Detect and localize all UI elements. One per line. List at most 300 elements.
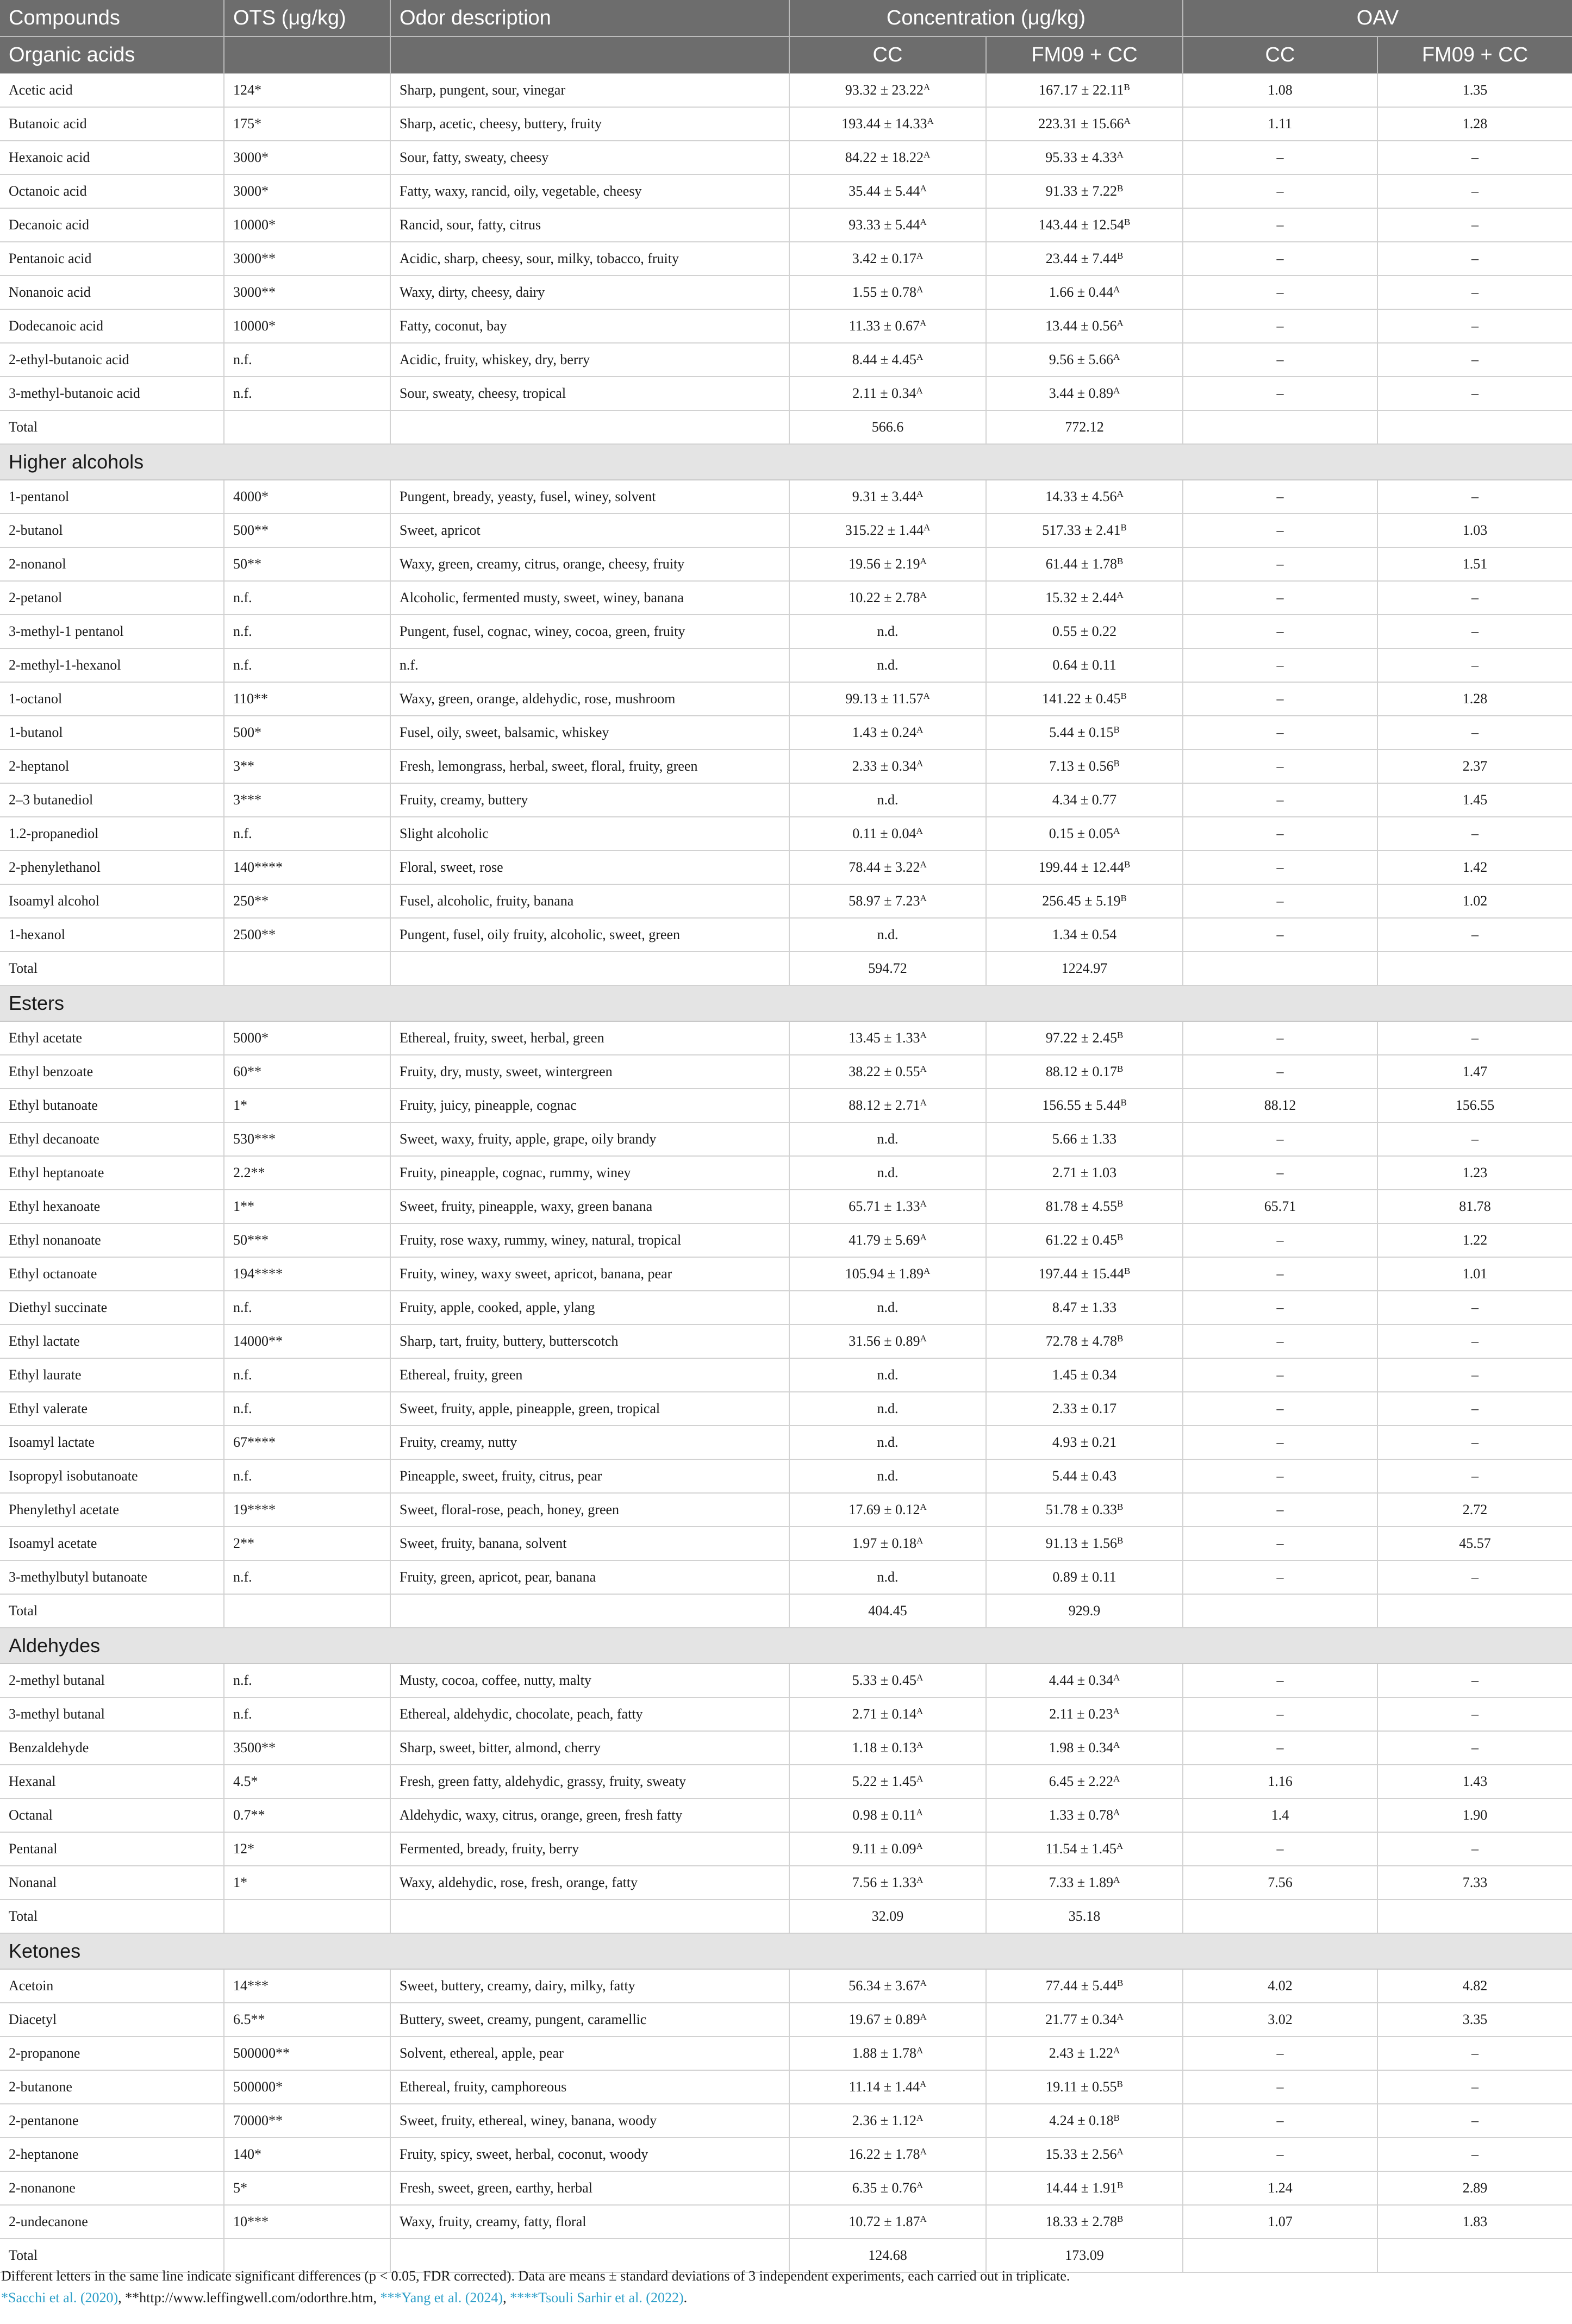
section-title: Esters (0, 985, 1572, 1021)
oav-cc: – (1183, 208, 1377, 242)
compound-name: 2-heptanol (0, 749, 224, 783)
conc-cc-letter: A (924, 149, 931, 160)
footnote-ref-yang[interactable]: ***Yang et al. (2024) (380, 2290, 503, 2306)
table-row (0, 1765, 1572, 1798)
conc-fm-letter: B (1124, 82, 1130, 92)
oav-fm: 2.37 (1377, 749, 1572, 783)
compound-name: 3-methyl butanal (0, 1697, 224, 1731)
oav-fm: 4.82 (1377, 1969, 1572, 2003)
compound-name: 2-petanol (0, 581, 224, 615)
header-odor: Odor description (390, 0, 789, 36)
oav-cc: – (1183, 2070, 1377, 2104)
conc-fm (986, 377, 1183, 410)
conc-cc-letter: A (916, 385, 923, 396)
conc-fm-value: 0.15 ± 0.05 (1049, 826, 1113, 841)
oav-fm: – (1377, 276, 1572, 309)
compound-name: Ethyl nonanoate (0, 1223, 224, 1257)
conc-fm-letter: B (1116, 1333, 1124, 1344)
conc-cc-letter: A (920, 1064, 927, 1074)
conc-fm-letter: B (1120, 691, 1127, 701)
conc-cc (789, 918, 986, 952)
conc-cc-value: n.d. (877, 1401, 899, 1416)
conc-cc-value: 2.36 ± 1.12 (852, 2113, 916, 2128)
conc-fm-value: 95.33 ± 4.33 (1045, 149, 1117, 165)
conc-cc-value: 3.42 ± 0.17 (852, 251, 916, 266)
conc-fm (986, 1021, 1183, 1055)
conc-cc (789, 1392, 986, 1426)
odor-description: Ethereal, fruity, camphoreous (390, 2070, 789, 2104)
conc-cc-value: 10.22 ± 2.78 (849, 590, 920, 605)
conc-cc-letter: A (920, 217, 927, 227)
oav-fm: 45.57 (1377, 1527, 1572, 1560)
conc-fm-letter: B (1116, 2079, 1123, 2089)
ots-value: n.f. (224, 1392, 390, 1426)
odor-description: Fruity, juicy, pineapple, cognac (390, 1089, 789, 1122)
conc-cc-letter: A (916, 1841, 923, 1851)
conc-fm-letter: A (1113, 1807, 1120, 1817)
table-row (0, 817, 1572, 851)
oav-fm (1377, 1900, 1572, 1933)
table-row (0, 514, 1572, 547)
conc-fm (986, 851, 1183, 884)
oav-cc: – (1183, 884, 1377, 918)
conc-fm-letter: A (1113, 1706, 1120, 1716)
compound-name: Diethyl succinate (0, 1291, 224, 1325)
odor-description: Sweet, floral-rose, peach, honey, green (390, 1493, 789, 1527)
conc-fm (986, 1291, 1183, 1325)
oav-cc: – (1183, 1325, 1377, 1358)
oav-cc: – (1183, 1426, 1377, 1459)
oav-fm: – (1377, 1832, 1572, 1866)
conc-cc (789, 1866, 986, 1900)
ots-value: 50*** (224, 1223, 390, 1257)
conc-fm-value: 15.32 ± 2.44 (1045, 590, 1117, 605)
compound-name: 1-hexanol (0, 918, 224, 952)
conc-cc-letter: A (916, 284, 924, 295)
conc-cc-value: 84.22 ± 18.22 (845, 149, 924, 165)
table-row (0, 1459, 1572, 1493)
odor-description: Ethereal, fruity, green (390, 1358, 789, 1392)
table-row (0, 1798, 1572, 1832)
conc-cc-value: 93.32 ± 23.22 (845, 82, 924, 98)
conc-cc (789, 547, 986, 581)
conc-fm-letter: B (1113, 2113, 1120, 2123)
oav-fm: 1.28 (1377, 682, 1572, 716)
compound-name: 2–3 butanediol (0, 783, 224, 817)
ots-value: n.f. (224, 343, 390, 377)
oav-cc: – (1183, 716, 1377, 749)
conc-fm-letter: B (1116, 1064, 1124, 1074)
conc-cc-letter: A (916, 1773, 924, 1784)
conc-cc-value: 404.45 (868, 1603, 907, 1619)
conc-fm-value: 91.13 ± 1.56 (1045, 1535, 1117, 1551)
odor-description: Fresh, green fatty, aldehydic, grassy, fruity, sweaty (390, 1765, 789, 1798)
conc-cc (789, 1291, 986, 1325)
conc-fm (986, 581, 1183, 615)
ots-value: 500* (224, 716, 390, 749)
conc-fm-value: 15.33 ± 2.56 (1045, 2146, 1117, 2162)
conc-cc-value: n.d. (877, 1569, 899, 1585)
odor-description: Pungent, fusel, oily fruity, alcoholic, sweet, green (390, 918, 789, 952)
oav-cc: – (1183, 648, 1377, 682)
compound-name: Total (0, 410, 224, 444)
conc-fm (986, 514, 1183, 547)
conc-fm-value: 35.18 (1068, 1908, 1101, 1924)
conc-fm-letter: A (1116, 489, 1124, 499)
ots-value: n.f. (224, 1560, 390, 1594)
conc-cc-letter: A (916, 826, 923, 836)
oav-fm: – (1377, 174, 1572, 208)
conc-cc-value: 8.44 ± 4.45 (852, 352, 916, 367)
header-oav-cc: CC (1183, 36, 1377, 73)
odor-description: Acidic, sharp, cheesy, sour, milky, tobacco, fruity (390, 242, 789, 276)
conc-fm (986, 208, 1183, 242)
conc-fm-value: 223.31 ± 15.66 (1038, 116, 1124, 132)
oav-cc: 3.02 (1183, 2003, 1377, 2036)
conc-fm-letter: B (1116, 1535, 1124, 1546)
conc-cc-value: 88.12 ± 2.71 (849, 1097, 920, 1113)
conc-cc-letter: A (916, 1807, 923, 1817)
section-row (0, 985, 1572, 1021)
oav-fm: – (1377, 309, 1572, 343)
compound-name: Isopropyl isobutanoate (0, 1459, 224, 1493)
oav-fm: – (1377, 1122, 1572, 1156)
oav-fm: 1.03 (1377, 514, 1572, 547)
conc-fm-value: 517.33 ± 2.41 (1042, 522, 1121, 538)
conc-fm-value: 143.44 ± 12.54 (1038, 217, 1124, 233)
section-row (0, 1933, 1572, 1969)
conc-cc-value: n.d. (877, 1367, 899, 1383)
conc-cc-value: 58.97 ± 7.23 (849, 893, 920, 909)
conc-cc (789, 1832, 986, 1866)
odor-description: Musty, cocoa, coffee, nutty, malty (390, 1664, 789, 1697)
table-row (0, 1325, 1572, 1358)
conc-fm (986, 1765, 1183, 1798)
conc-fm-value: 91.33 ± 7.22 (1045, 183, 1117, 199)
compound-name: 3-methyl-1 pentanol (0, 615, 224, 648)
conc-fm-letter: B (1120, 522, 1127, 533)
ots-value: 1* (224, 1089, 390, 1122)
oav-fm: 1.02 (1377, 884, 1572, 918)
conc-cc-value: 0.11 ± 0.04 (852, 826, 916, 841)
oav-cc: – (1183, 581, 1377, 615)
odor-description: Fatty, waxy, rancid, oily, vegetable, cheesy (390, 174, 789, 208)
conc-cc-value: 105.94 ± 1.89 (845, 1266, 924, 1282)
oav-cc: – (1183, 242, 1377, 276)
conc-cc-value: 2.11 ± 0.34 (852, 385, 916, 401)
conc-fm (986, 1257, 1183, 1291)
conc-fm (986, 141, 1183, 174)
conc-fm-letter: A (1116, 590, 1124, 600)
conc-cc (789, 1426, 986, 1459)
oav-fm: 3.35 (1377, 2003, 1572, 2036)
ots-value: 2.2** (224, 1156, 390, 1190)
ots-value: n.f. (224, 817, 390, 851)
conc-fm-value: 5.44 ± 0.15 (1049, 724, 1114, 740)
oav-cc: – (1183, 1021, 1377, 1055)
conc-cc (789, 2104, 986, 2138)
conc-cc-value: 1.88 ± 1.78 (852, 2045, 916, 2061)
ots-value: n.f. (224, 377, 390, 410)
table-row (0, 343, 1572, 377)
ots-value: 250** (224, 884, 390, 918)
odor-description: Sweet, fruity, apple, pineapple, green, tropical (390, 1392, 789, 1426)
conc-fm (986, 107, 1183, 141)
conc-fm (986, 2138, 1183, 2171)
ots-value: 67**** (224, 1426, 390, 1459)
oav-fm: – (1377, 1358, 1572, 1392)
conc-fm-letter: B (1116, 183, 1124, 193)
ots-value: n.f. (224, 1358, 390, 1392)
ots-value (224, 410, 390, 444)
oav-cc: – (1183, 1122, 1377, 1156)
conc-cc (789, 2138, 986, 2171)
oav-cc: – (1183, 1358, 1377, 1392)
conc-fm (986, 1122, 1183, 1156)
conc-fm-value: 1.98 ± 0.34 (1049, 1740, 1113, 1756)
conc-fm-letter: A (1113, 284, 1120, 295)
oav-cc: 1.16 (1183, 1765, 1377, 1798)
odor-description: Pineapple, sweet, fruity, citrus, pear (390, 1459, 789, 1493)
conc-fm-value: 7.13 ± 0.56 (1049, 758, 1114, 774)
table-row (0, 1493, 1572, 1527)
conc-fm-letter: B (1124, 859, 1131, 870)
table-row (0, 851, 1572, 884)
odor-description: Sour, sweaty, cheesy, tropical (390, 377, 789, 410)
oav-cc (1183, 1594, 1377, 1628)
conc-fm (986, 1426, 1183, 1459)
compound-name: Ethyl lactate (0, 1325, 224, 1358)
oav-cc: 1.08 (1183, 73, 1377, 107)
table-footnote (0, 2265, 1572, 2309)
conc-cc-value: 0.98 ± 0.11 (852, 1807, 916, 1823)
conc-fm (986, 1055, 1183, 1089)
oav-cc: – (1183, 918, 1377, 952)
oav-cc: – (1183, 1731, 1377, 1765)
table-row (0, 682, 1572, 716)
conc-cc-value: n.d. (877, 1300, 899, 1315)
oav-cc: – (1183, 1055, 1377, 1089)
oav-fm: 2.72 (1377, 1493, 1572, 1527)
conc-fm (986, 1731, 1183, 1765)
conc-fm (986, 817, 1183, 851)
ots-value (224, 952, 390, 985)
odor-description: Solvent, ethereal, apple, pear (390, 2036, 789, 2070)
oav-fm: – (1377, 581, 1572, 615)
odor-description (390, 952, 789, 985)
conc-fm (986, 2036, 1183, 2070)
ots-value: n.f. (224, 581, 390, 615)
table-row (0, 1190, 1572, 1223)
oav-cc: – (1183, 174, 1377, 208)
compound-name: Isoamyl acetate (0, 1527, 224, 1560)
conc-cc (789, 141, 986, 174)
footnote-ref-sacchi[interactable]: *Sacchi et al. (2020) (1, 2290, 118, 2306)
conc-cc-value: 10.72 ± 1.87 (849, 2214, 920, 2229)
compound-name: Acetoin (0, 1969, 224, 2003)
conc-fm-value: 13.44 ± 0.56 (1045, 318, 1117, 334)
odor-description: Fruity, winey, waxy sweet, apricot, banana, pear (390, 1257, 789, 1291)
oav-fm: – (1377, 1426, 1572, 1459)
conc-fm-value: 8.47 ± 1.33 (1052, 1300, 1117, 1315)
conc-fm-letter: B (1116, 2214, 1124, 2224)
oav-cc: – (1183, 2138, 1377, 2171)
footnote-line-2 (0, 2287, 1572, 2309)
oav-cc: – (1183, 377, 1377, 410)
conc-cc-letter: A (916, 1535, 924, 1546)
oav-cc: – (1183, 1291, 1377, 1325)
odor-description: Waxy, green, creamy, citrus, orange, cheesy, fruity (390, 547, 789, 581)
conc-fm (986, 1392, 1183, 1426)
compound-name: 2-pentanone (0, 2104, 224, 2138)
compound-name: Phenylethyl acetate (0, 1493, 224, 1527)
compound-name: Total (0, 1594, 224, 1628)
odor-description: Acidic, fruity, whiskey, dry, berry (390, 343, 789, 377)
conc-cc-value: 1.43 ± 0.24 (852, 724, 916, 740)
oav-fm: – (1377, 615, 1572, 648)
conc-cc-value: n.d. (877, 1131, 899, 1147)
ots-value: n.f. (224, 1291, 390, 1325)
odor-description (390, 1900, 789, 1933)
conc-cc-value: n.d. (877, 1434, 899, 1450)
odor-description: Sweet, waxy, fruity, apple, grape, oily brandy (390, 1122, 789, 1156)
conc-fm-value: 4.34 ± 0.77 (1052, 792, 1117, 808)
conc-cc (789, 1765, 986, 1798)
conc-fm-letter: A (1113, 1773, 1120, 1784)
table-row (0, 1122, 1572, 1156)
conc-cc (789, 1156, 986, 1190)
conc-cc-value: n.d. (877, 792, 899, 808)
table-row (0, 141, 1572, 174)
odor-description: Fruity, rose waxy, rummy, winey, natural, tropical (390, 1223, 789, 1257)
table-row (0, 1527, 1572, 1560)
conc-fm-letter: B (1116, 1232, 1124, 1242)
conc-cc-value: n.d. (877, 1165, 899, 1180)
compound-name: Nonanoic acid (0, 276, 224, 309)
conc-cc-letter: A (920, 2146, 927, 2157)
odor-description: Fusel, alcoholic, fruity, banana (390, 884, 789, 918)
footnote-ref-tsouli[interactable]: ****Tsouli Sarhir et al. (2022) (510, 2290, 684, 2306)
oav-cc: – (1183, 2036, 1377, 2070)
conc-cc (789, 1122, 986, 1156)
conc-fm-value: 23.44 ± 7.44 (1045, 251, 1117, 266)
conc-fm (986, 1697, 1183, 1731)
table-row (0, 377, 1572, 410)
header-concentration: Concentration (μg/kg) (789, 0, 1183, 36)
conc-cc-letter: A (920, 1333, 927, 1344)
ots-value: 50** (224, 547, 390, 581)
oav-cc: – (1183, 547, 1377, 581)
conc-fm-value: 167.17 ± 22.11 (1039, 82, 1124, 98)
table-row (0, 2171, 1572, 2205)
compound-name: Butanoic acid (0, 107, 224, 141)
conc-cc-value: 32.09 (871, 1908, 904, 1924)
compound-name: 2-nonanone (0, 2171, 224, 2205)
conc-cc-value: 193.44 ± 14.33 (841, 116, 927, 132)
conc-cc (789, 1969, 986, 2003)
conc-cc-value: 31.56 ± 0.89 (849, 1333, 920, 1349)
conc-cc-letter: A (920, 859, 927, 870)
conc-fm-value: 5.66 ± 1.33 (1052, 1131, 1117, 1147)
conc-cc-value: 1.55 ± 0.78 (852, 284, 916, 300)
conc-cc (789, 952, 986, 985)
conc-cc (789, 1560, 986, 1594)
oav-fm: 81.78 (1377, 1190, 1572, 1223)
conc-fm (986, 952, 1183, 985)
conc-fm-letter: A (1116, 318, 1124, 328)
compound-name: 2-ethyl-butanoic acid (0, 343, 224, 377)
conc-fm-letter: A (1116, 2146, 1124, 2157)
conc-cc-letter: A (916, 1740, 924, 1750)
conc-fm-letter: B (1124, 1266, 1131, 1276)
table-row (0, 1664, 1572, 1697)
conc-cc (789, 1527, 986, 1560)
oav-cc: – (1183, 480, 1377, 514)
oav-cc: – (1183, 276, 1377, 309)
oav-cc: – (1183, 783, 1377, 817)
compound-name: Ethyl hexanoate (0, 1190, 224, 1223)
conc-cc (789, 1190, 986, 1223)
ots-value: 4000* (224, 480, 390, 514)
oav-fm: – (1377, 2070, 1572, 2104)
conc-cc (789, 783, 986, 817)
oav-fm: 1.45 (1377, 783, 1572, 817)
odor-description: Sharp, pungent, sour, vinegar (390, 73, 789, 107)
conc-cc-value: 1.97 ± 0.18 (852, 1535, 916, 1551)
ots-value: 70000** (224, 2104, 390, 2138)
conc-fm-value: 4.93 ± 0.21 (1052, 1434, 1117, 1450)
compound-name: Benzaldehyde (0, 1731, 224, 1765)
odor-description: Fruity, pineapple, cognac, rummy, winey (390, 1156, 789, 1190)
compound-name: 2-heptanone (0, 2138, 224, 2171)
odor-description: Fruity, creamy, nutty (390, 1426, 789, 1459)
ots-value: 140**** (224, 851, 390, 884)
conc-cc (789, 682, 986, 716)
conc-fm-letter: A (1113, 352, 1120, 362)
conc-fm-value: 1.66 ± 0.44 (1049, 284, 1113, 300)
table-row (0, 1832, 1572, 1866)
section-title: Higher alcohols (0, 444, 1572, 480)
conc-fm-value: 2.71 ± 1.03 (1052, 1165, 1117, 1180)
header-ots: OTS (μg/kg) (224, 0, 390, 36)
conc-cc-value: 315.22 ± 1.44 (845, 522, 924, 538)
odor-description: Pungent, fusel, cognac, winey, cocoa, green, fruity (390, 615, 789, 648)
oav-cc: 4.02 (1183, 1969, 1377, 2003)
compound-name: Ethyl butanoate (0, 1089, 224, 1122)
conc-cc (789, 1697, 986, 1731)
conc-cc-value: n.d. (877, 657, 899, 673)
conc-fm-letter: B (1113, 758, 1120, 769)
ots-value: n.f. (224, 1664, 390, 1697)
oav-fm: – (1377, 141, 1572, 174)
conc-cc-value: 7.56 ± 1.33 (852, 1875, 916, 1890)
ots-value: 175* (224, 107, 390, 141)
oav-fm: – (1377, 1021, 1572, 1055)
conc-fm-value: 6.45 ± 2.22 (1049, 1773, 1113, 1789)
table-row (0, 884, 1572, 918)
conc-fm (986, 343, 1183, 377)
compound-name: Ethyl benzoate (0, 1055, 224, 1089)
conc-cc-value: 5.33 ± 0.45 (852, 1672, 916, 1688)
conc-cc-value: 1.18 ± 0.13 (852, 1740, 916, 1756)
odor-description: Waxy, fruity, creamy, fatty, floral (390, 2205, 789, 2239)
conc-fm (986, 1560, 1183, 1594)
conc-cc (789, 1021, 986, 1055)
conc-fm (986, 1866, 1183, 1900)
table-row (0, 1594, 1572, 1628)
table-row (0, 1257, 1572, 1291)
conc-fm-letter: A (1116, 1841, 1124, 1851)
